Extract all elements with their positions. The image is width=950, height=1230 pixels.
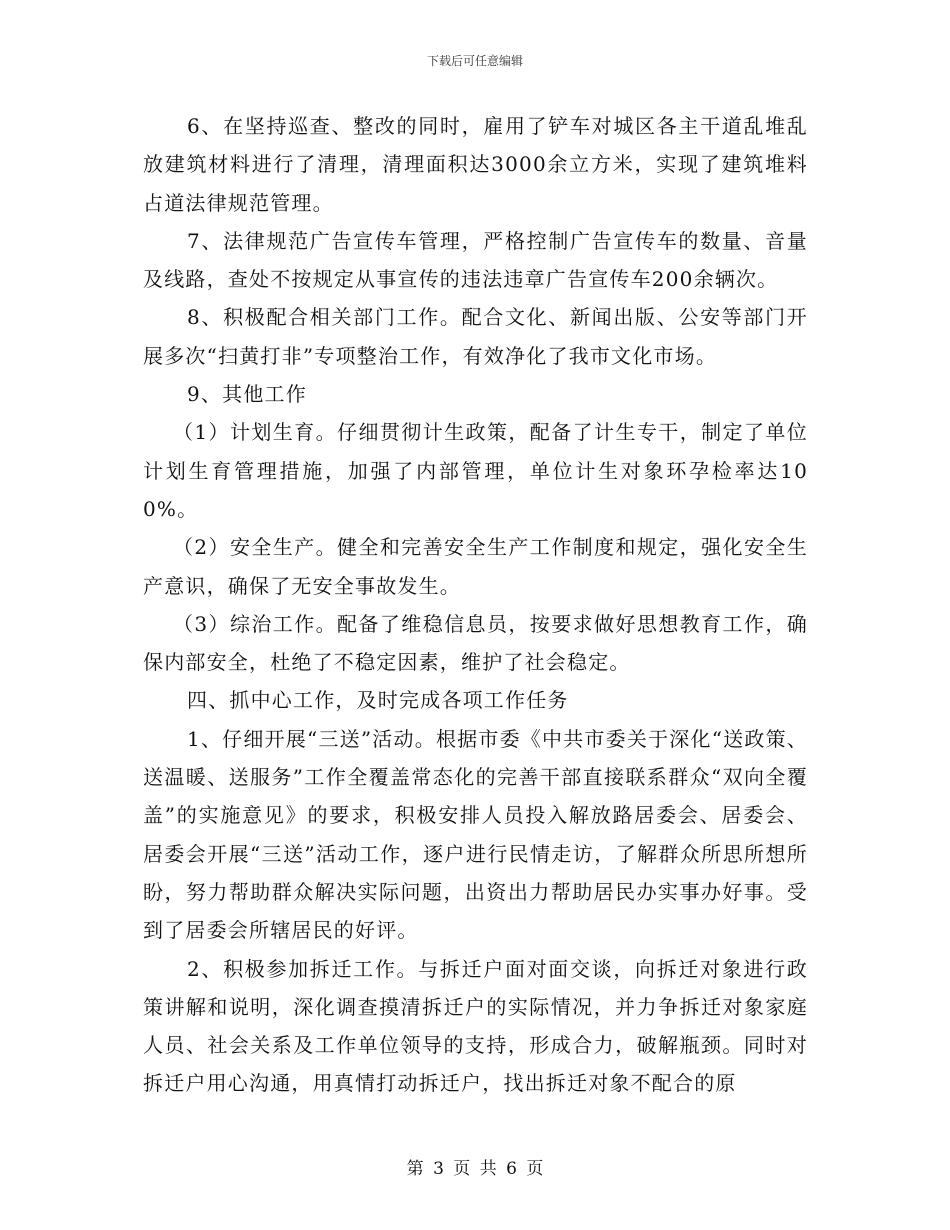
paragraph-item-6: 6、在坚持巡查、整改的同时，雇用了铲车对城区各主干道乱堆乱放建筑材料进行了清理，清理面积达3000余立方米，实现了建筑堆料占道法律规范管理。 [143,114,808,215]
paragraph-demolition: 2、积极参加拆迁工作。与拆迁户面对面交谈，向拆迁对象进行政策讲解和说明，深化调查摸清拆迁户的实际情况，并力争拆迁对象家庭人员、社会关系及工作单位领导的支持，形成合力，破解瓶颈。同时对拆迁户用心沟通，用真情打动拆迁户，找出拆迁对象不配合的原 [143,956,808,1096]
page-header-note: 下载后可任意编辑 [426,54,523,68]
paragraph-three-sends: 1、仔细开展“三送”活动。根据市委《中共市委关于深化“送政策、送温暖、送服务”工作全覆盖常态化的完善干部直接联系群众“双向全覆盖”的实施意见》的要求，积极安排人员投入解放路居委会、居委会、居委会开展“三送”活动工作，逐户进行民情走访，了解群众所思所想所盼，努力帮助群众解决实际问题，出资出力帮助居民办实事办好事。受到了居委会所辖居民的好评。 [143,726,808,943]
paragraph-item-9-heading: 9、其他工作 [187,382,307,407]
paragraph-item-8: 8、积极配合相关部门工作。配合文化、新闻出版、公安等部门开展多次“扫黄打非”专项整治工作，有效净化了我市文化市场。 [143,305,808,368]
paragraph-item-7: 7、法律规范广告宣传车管理，严格控制广告宣传车的数量、音量及线路，查处不按规定从事宣传的违法违章广告宣传车200余辆次。 [143,228,808,292]
page-number-footer: 第 3 页 共 6 页 [406,1159,544,1179]
paragraph-safety-production: （2）安全生产。健全和完善安全生产工作制度和规定，强化安全生产意识，确保了无安全事故发生。 [143,535,808,598]
section-heading-four: 四、抓中心工作，及时完成各项工作任务 [187,688,569,713]
paragraph-comprehensive-governance: （3）综治工作。配备了维稳信息员，按要求做好思想教育工作，确保内部安全，杜绝了不稳定因素，维护了社会稳定。 [143,611,808,675]
paragraph-family-planning: （1）计划生育。仔细贯彻计生政策，配备了计生专干，制定了单位计划生育管理措施，加强了内部管理，单位计生对象环孕检率达100%。 [143,420,808,521]
document-body [143,107,808,1103]
